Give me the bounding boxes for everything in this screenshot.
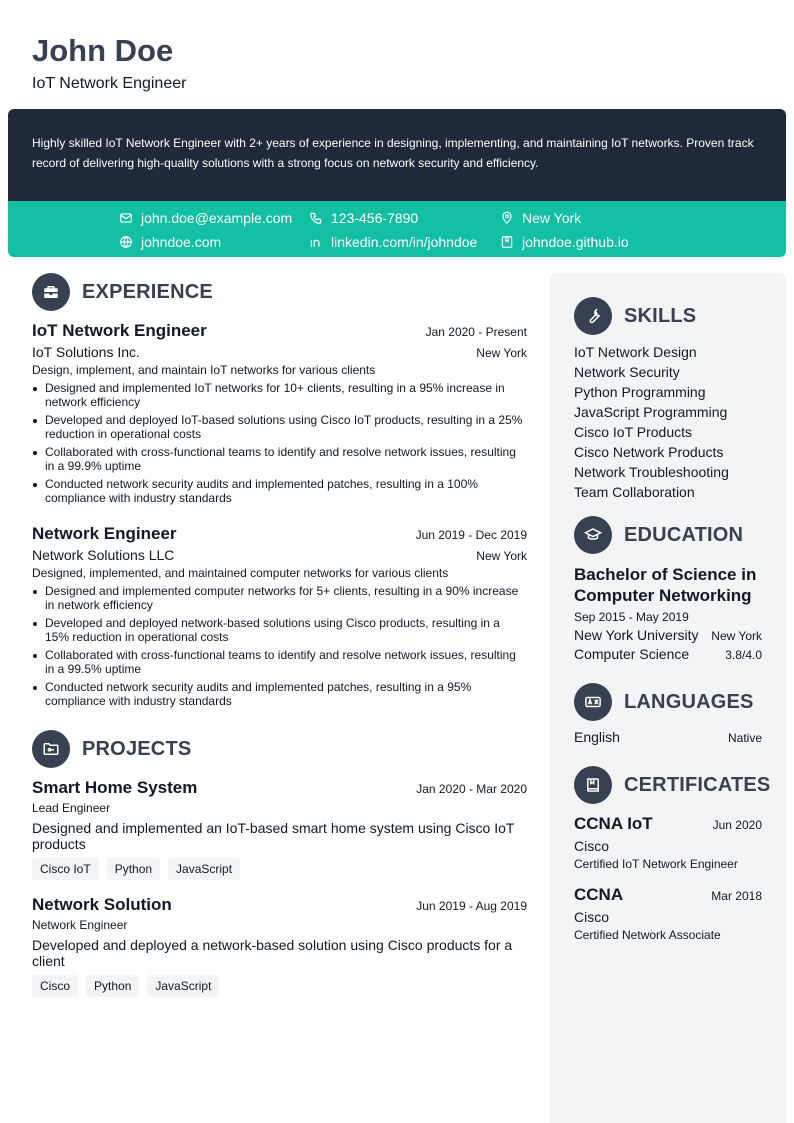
field-of-study: Computer Science <box>574 646 690 662</box>
skill-item: JavaScript Programming <box>574 404 728 420</box>
skills-list <box>574 342 762 502</box>
experience-heading <box>32 273 213 311</box>
contact-location <box>500 210 581 226</box>
contact-phone[interactable] <box>309 210 418 226</box>
project-tags <box>32 858 527 880</box>
language-level: Native <box>727 731 762 745</box>
briefcase-icon <box>32 273 70 311</box>
gpa: 3.8/4.0 <box>725 648 762 662</box>
certificate-entry <box>574 885 762 942</box>
skill-item: Network Security <box>574 364 680 380</box>
project-entry <box>32 778 527 880</box>
job-title: IoT Network Engineer <box>32 321 207 340</box>
certificate-name: CCNA IoT <box>574 814 653 833</box>
experience-entry <box>32 321 527 509</box>
translate-icon <box>574 683 612 721</box>
certificate-name: CCNA <box>574 885 624 904</box>
list-item: Collaborated with cross-functional teams to identify and resolve network issues, resulting in a 99.5% uptime <box>32 648 527 676</box>
list-item: Developed and deployed network-based solutions using Cisco products, resulting in a 15% reduction in operational costs <box>32 616 527 644</box>
email-text: john.doe@example.com <box>141 210 293 226</box>
job-location: New York <box>476 549 527 563</box>
certificate-description: Certified IoT Network Engineer <box>574 857 738 871</box>
degree: Bachelor of Science in Computer Networking <box>574 565 757 605</box>
project-description: Designed and implemented an IoT-based smart home system using Cisco IoT products <box>32 820 515 852</box>
contact-github[interactable] <box>500 234 629 250</box>
phone-icon <box>309 211 323 225</box>
tag: Python <box>86 975 139 997</box>
github-text: johndoe.github.io <box>522 234 629 250</box>
job-dates: Jun 2019 - Dec 2019 <box>415 528 527 542</box>
certificate-date: Mar 2018 <box>711 889 762 903</box>
job-company: Network Solutions LLC <box>32 547 175 563</box>
list-item: Collaborated with cross-functional teams to identify and resolve network issues, resulting in a 99.9% uptime <box>32 445 527 473</box>
tag: JavaScript <box>168 858 240 880</box>
project-description: Developed and deployed a network-based solution using Cisco products for a client <box>32 937 513 969</box>
certificates-title: CERTIFICATES <box>624 773 771 796</box>
job-location: New York <box>476 346 527 360</box>
mail-icon <box>119 211 133 225</box>
wrench-icon <box>574 297 612 335</box>
project-dates: Jun 2019 - Aug 2019 <box>416 899 527 913</box>
tag: Cisco IoT <box>32 858 99 880</box>
job-description: Design, implement, and maintain IoT networks for various clients <box>32 363 376 377</box>
resume-header <box>32 34 186 93</box>
list-item: Conducted network security audits and implemented patches, resulting in a 95% compliance with industry standards <box>32 680 527 708</box>
school-location: New York <box>711 629 762 643</box>
skill-item: Team Collaboration <box>574 484 695 500</box>
linkedin-icon <box>309 235 323 249</box>
project-tags <box>32 975 527 997</box>
job-bullets <box>32 381 527 505</box>
list-item: Designed and implemented computer networks for 5+ clients, resulting in a 90% increase in network efficiency <box>32 584 527 612</box>
job-company: IoT Solutions Inc. <box>32 344 140 360</box>
job-description: Designed, implemented, and maintained computer networks for various clients <box>32 566 449 580</box>
contact-email[interactable] <box>119 210 292 226</box>
skill-item: Cisco Network Products <box>574 444 724 460</box>
summary-panel <box>8 109 786 201</box>
certificate-entry <box>574 814 762 871</box>
folder-icon <box>32 730 70 768</box>
experience-title: EXPERIENCE <box>82 280 213 303</box>
education-title: EDUCATION <box>624 523 744 546</box>
certificate-issuer: Cisco <box>574 838 610 854</box>
languages-title: LANGUAGES <box>624 690 754 713</box>
project-role: Network Engineer <box>32 918 128 932</box>
bookmark-icon <box>500 235 514 249</box>
project-title: Smart Home System <box>32 778 198 797</box>
certificate-description: Certified Network Associate <box>574 928 721 942</box>
contact-linkedin[interactable] <box>309 234 477 250</box>
tag: Python <box>107 858 160 880</box>
skill-item: IoT Network Design <box>574 344 697 360</box>
book-icon <box>574 766 612 804</box>
education-dates: Sep 2015 - May 2019 <box>574 610 689 624</box>
languages-heading <box>574 683 754 721</box>
list-item: Developed and deployed IoT-based solutions using Cisco IoT products, resulting in a 25% reduction in operational costs <box>32 413 527 441</box>
summary-text: Highly skilled IoT Network Engineer with 2+ years of experience in designing, implementing, and maintaining IoT networks. Proven track record of delivering high-quality solutions with a strong focus on network security and efficiency. <box>32 136 754 170</box>
location-text: New York <box>522 210 582 226</box>
language-name: English <box>574 729 620 745</box>
certificate-date: Jun 2020 <box>712 818 762 832</box>
skills-heading <box>574 297 696 335</box>
project-dates: Jan 2020 - Mar 2020 <box>416 782 527 796</box>
projects-heading <box>32 730 191 768</box>
tag: JavaScript <box>147 975 219 997</box>
graduation-cap-icon <box>574 516 612 554</box>
skill-item: Python Programming <box>574 384 706 400</box>
project-title: Network Solution <box>32 895 172 914</box>
contact-website[interactable] <box>119 234 221 250</box>
education-entry <box>574 564 762 662</box>
candidate-name: John Doe <box>32 33 174 68</box>
linkedin-text: linkedin.com/in/johndoe <box>331 234 478 250</box>
list-item: Conducted network security audits and implemented patches, resulting in a 100% compliance with industry standards <box>32 477 527 505</box>
skill-item: Network Troubleshooting <box>574 464 729 480</box>
website-text: johndoe.com <box>141 234 222 250</box>
job-dates: Jan 2020 - Present <box>425 325 527 339</box>
skill-item: Cisco IoT Products <box>574 424 693 440</box>
education-heading <box>574 516 743 554</box>
project-entry <box>32 895 527 997</box>
job-bullets <box>32 584 527 708</box>
map-pin-icon <box>500 211 514 225</box>
school: New York University <box>574 627 699 643</box>
tag: Cisco <box>32 975 78 997</box>
experience-entry <box>32 524 527 712</box>
phone-text: 123-456-7890 <box>331 210 419 226</box>
certificates-heading <box>574 766 770 804</box>
projects-title: PROJECTS <box>82 737 192 760</box>
list-item: Designed and implemented IoT networks for 10+ clients, resulting in a 95% increase in network efficiency <box>32 381 527 409</box>
job-title: Network Engineer <box>32 524 177 543</box>
contact-bar <box>8 201 786 257</box>
globe-icon <box>119 235 133 249</box>
project-role: Lead Engineer <box>32 801 111 815</box>
skills-title: SKILLS <box>624 304 697 327</box>
certificate-issuer: Cisco <box>574 909 610 925</box>
candidate-title: IoT Network Engineer <box>32 75 187 92</box>
language-item <box>574 729 762 745</box>
